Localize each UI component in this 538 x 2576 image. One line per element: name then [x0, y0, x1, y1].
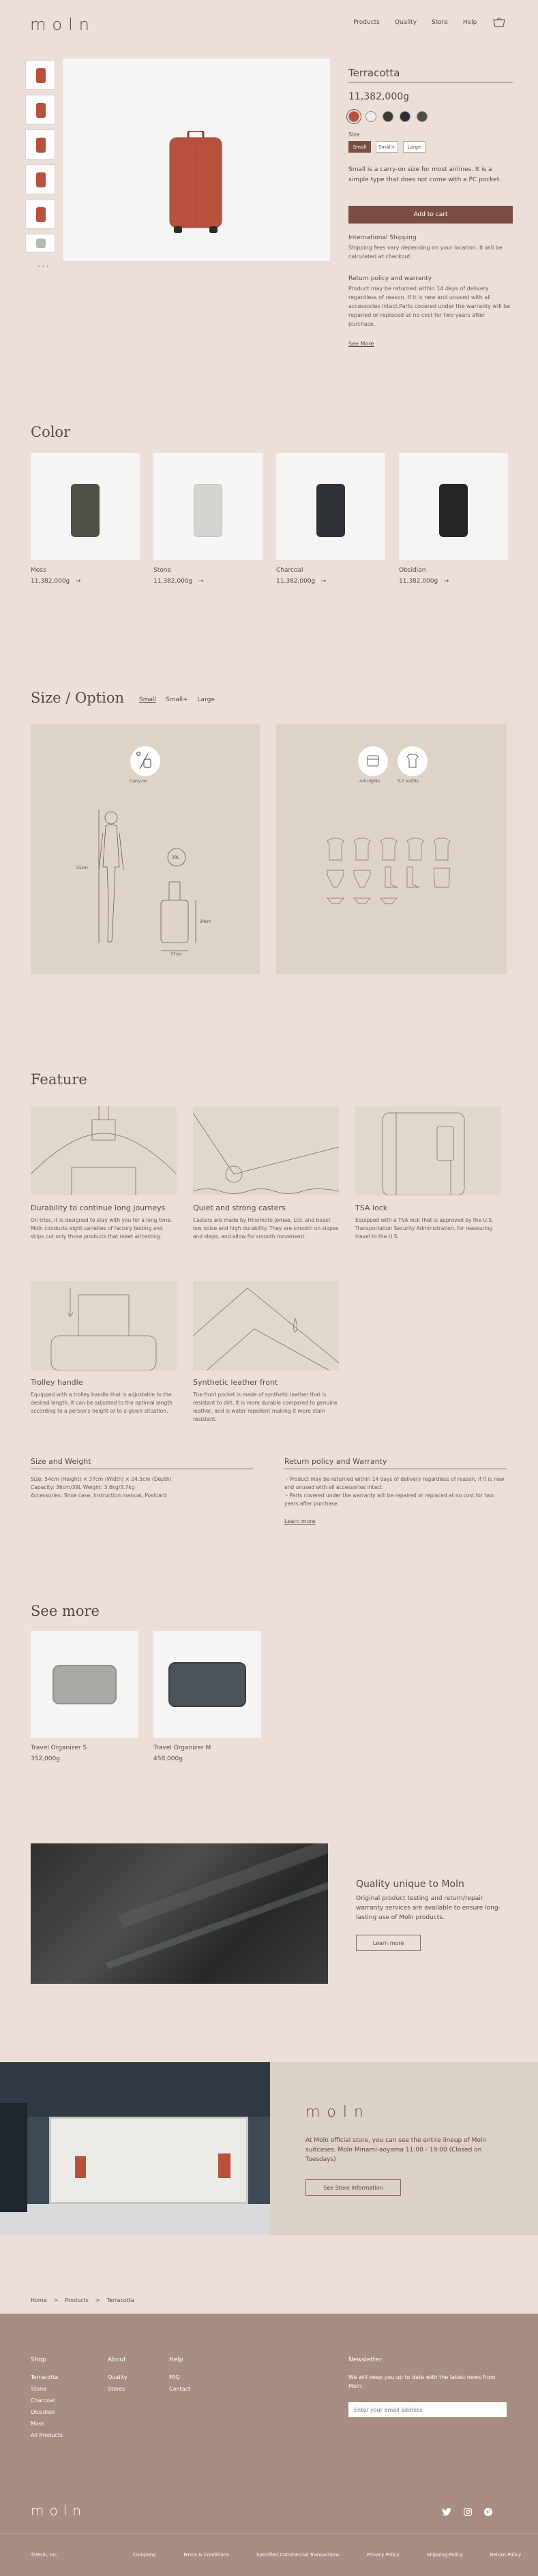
add-to-cart-button[interactable]: Add to cart — [348, 206, 513, 224]
nav-item-help[interactable]: Help — [462, 19, 477, 26]
warranty-text: ・Product may be returned within 14 days of delivery regardless of reason, if it is new and unused with all accessories intact. ・Parts covered under the warranty will be repaired or replaced at no cost for two years after purchase. — [284, 1476, 505, 1507]
footer-col-help — [169, 2357, 190, 2395]
shipping-title: International Shipping — [348, 234, 417, 241]
outfits-label: 5-7 outfits — [398, 779, 419, 784]
carry-on-label: Carry-on — [130, 779, 147, 784]
store-info-button[interactable]: See Store Information — [305, 2179, 401, 2196]
footer-link[interactable]: FAQ — [169, 2374, 180, 2380]
footer-col-about — [108, 2357, 128, 2395]
copyright: ©Moln, Inc. — [31, 2552, 59, 2558]
footer-link[interactable]: All Products — [31, 2432, 63, 2438]
organizer-s-name: Travel Organizer S — [31, 1745, 87, 1751]
feature-text: Equipped with a trolley handle that is adjustable to the desired length. It can be adjusted to the optimal length according to a person's height or to a given situation. — [31, 1392, 173, 1414]
product-price: 11,382,000g — [348, 91, 410, 102]
color-price: 11,382,000g → — [153, 578, 204, 585]
instagram-icon[interactable] — [464, 2508, 472, 2516]
nav-item-quality[interactable]: Quality — [394, 19, 417, 26]
footer-link[interactable]: Stores — [108, 2386, 125, 2392]
pinterest-icon[interactable] — [484, 2508, 492, 2516]
main-nav — [353, 19, 477, 26]
footer-link-commercial[interactable]: Specified Commercial Transactions — [256, 2552, 340, 2558]
learn-more-link[interactable]: Learn more — [284, 1518, 316, 1524]
footer-link-return[interactable]: Return Policy — [490, 2552, 522, 2558]
footer-col-shop — [31, 2357, 63, 2441]
color-swatches — [348, 111, 428, 122]
thumbnail-5[interactable] — [25, 199, 55, 229]
color-image — [31, 453, 140, 560]
tab-small[interactable]: Small — [139, 696, 156, 703]
footer-link[interactable]: Terracotta — [31, 2374, 59, 2380]
organizer-s-price: 352,000g — [31, 1755, 60, 1762]
tab-small-plus[interactable]: Small+ — [166, 696, 188, 703]
footer — [0, 2314, 538, 2576]
breadcrumb — [31, 2297, 134, 2303]
newsletter-text: We will keep you up to date with the latest news from Moln. — [348, 2374, 496, 2389]
thumbnail-6[interactable] — [25, 234, 55, 253]
return-title: Return policy and warranty — [348, 275, 432, 282]
capacity-illustration — [276, 724, 507, 975]
suitcase-image — [168, 131, 223, 234]
footer-link-shipping[interactable]: Shipping Policy — [426, 2552, 463, 2558]
footer-col-title: About — [108, 2357, 126, 2363]
store-text: At Moln official store, you can see the entire lineup of Moln suitcases. Moln Minami-aoyama 11:00 - 19:00 (Closed on Tuesdays) — [305, 2137, 487, 2163]
feature-text: On trips, it is designed to stay with you for a long time. Moln conducts eight varieties of factory testing and ships out only those products that meet all testing. — [31, 1217, 173, 1240]
swatch-charcoal[interactable] — [383, 111, 393, 122]
footer-col-title: Help — [169, 2357, 183, 2363]
color-section-title: Color — [31, 424, 71, 440]
size-tabs — [139, 696, 215, 703]
store-image — [0, 2062, 270, 2235]
quality-banner-image — [31, 1843, 328, 1984]
see-more-link[interactable]: See More — [348, 341, 374, 347]
arrow-icon: → — [320, 578, 327, 585]
color-card-moss[interactable] — [31, 453, 140, 585]
return-text: Product may be returned within 14 days of delivery regardless of reason. If it is new and unused with all accessories intact.Parts covered under the warranty will be repaired or replaced at no cost for two years after purchase. — [348, 286, 511, 327]
footer-legal-links — [133, 2552, 521, 2558]
quality-text: Original product testing and return/repair warranty services are available to ensure long-lasting use of Moln products. — [356, 1895, 500, 1921]
footer-link[interactable]: Charcoal — [31, 2397, 55, 2404]
thumbnail-list — [25, 60, 57, 258]
color-image — [153, 453, 263, 560]
color-card-obsidian[interactable] — [399, 453, 508, 585]
footer-link-privacy[interactable]: Privacy Policy — [367, 2552, 400, 2558]
breadcrumb-home[interactable]: Home — [31, 2297, 47, 2303]
organizer-m-image — [153, 1631, 261, 1738]
feature-image-casters — [193, 1106, 339, 1195]
spec-text: Size: 54cm (Height) × 37cm (Width) × 24.5cm (Depth) Capacity: 36cm/39L Weight: 3.6kg/3.7kg Accessories: Shoe case, Instruction manual, Postcard — [31, 1476, 172, 1499]
nav-item-store[interactable]: Store — [432, 19, 448, 26]
breadcrumb-current: Terracotta — [106, 2297, 134, 2303]
social-links — [442, 2508, 492, 2516]
thumbnail-3[interactable] — [25, 129, 55, 159]
footer-link-company[interactable]: Company — [133, 2552, 156, 2558]
color-card-stone[interactable] — [153, 453, 263, 585]
feature-title: TSA lock — [355, 1203, 388, 1212]
breadcrumb-separator: > — [95, 2297, 100, 2303]
feature-text: Casters are made by Hinomoto Jomae, Ltd. and boast low noise and high durability. They are smooth on slopes and steps, and allow for smooth movement. — [193, 1217, 339, 1240]
shipping-text: Shipping fees vary depending on your location. It will be calculated at checkout. — [348, 245, 503, 260]
thumbnail-4[interactable] — [25, 164, 55, 194]
feature-image-leather — [193, 1281, 339, 1370]
swatch-terracotta[interactable] — [348, 111, 359, 122]
quality-title: Quality unique to Moln — [356, 1879, 464, 1890]
product-description: Small is a carry-on size for most airlines. It is a simple type that does not come with a PC pocket. — [348, 166, 502, 183]
swatch-stone[interactable] — [365, 111, 376, 122]
swatch-obsidian[interactable] — [400, 111, 410, 122]
nav-item-products[interactable]: Products — [353, 19, 380, 26]
feature-image-durability — [31, 1106, 177, 1195]
size-selector — [348, 141, 425, 153]
feature-section-title: Feature — [31, 1071, 87, 1088]
width-dimension: 37cm — [170, 952, 182, 957]
arrow-icon: → — [198, 578, 204, 585]
thumbnail-2[interactable] — [25, 95, 55, 125]
size-section-title: Size / Option — [31, 690, 125, 706]
arrow-icon: → — [443, 578, 449, 585]
size-small-plus-button[interactable]: Small+ — [376, 141, 398, 153]
organizer-s-image — [31, 1631, 138, 1738]
color-name: Stone — [153, 567, 171, 574]
color-name: Obsidian — [399, 567, 426, 574]
breadcrumb-separator: > — [53, 2297, 59, 2303]
footer-logo[interactable]: moln — [31, 2502, 87, 2519]
feature-title: Durability to continue long journeys — [31, 1203, 166, 1212]
newsletter-email-input[interactable] — [348, 2402, 507, 2417]
color-image — [399, 453, 508, 560]
dimensions-illustration — [31, 724, 260, 975]
organizer-m-name: Travel Organizer M — [153, 1745, 211, 1751]
nights-label: 4-6 nights — [359, 779, 380, 784]
color-price: 11,382,000g → — [276, 578, 327, 585]
feature-text: Equipped with a TSA lock that is approved by the U.S. Transportation Security Administration, for reassuring travel to the U.S. — [355, 1217, 494, 1240]
arrow-icon: → — [75, 578, 81, 585]
store-logo: moln — [305, 2104, 370, 2121]
height-dimension: 55cm — [76, 865, 88, 870]
footer-link[interactable]: Stone — [31, 2386, 47, 2392]
color-price: 11,382,000g → — [31, 578, 81, 585]
depth-dimension: 24cm — [200, 919, 211, 924]
spec-title: Size and Weight — [31, 1457, 91, 1466]
size-label: Size — [348, 132, 360, 138]
product-title: Terracotta — [348, 67, 400, 79]
color-card-charcoal[interactable] — [276, 453, 385, 585]
color-image — [276, 453, 385, 560]
newsletter-title: Newsletter — [348, 2357, 382, 2363]
organizer-m-price: 458,000g — [153, 1755, 183, 1762]
thumbnail-1[interactable] — [25, 60, 55, 90]
feature-text: The front pocket is made of synthetic leather that is resistant to dirt. It is more durable compared to genuine leather, and is water repellent making it more stain resistant. — [193, 1392, 338, 1422]
tab-large[interactable]: Large — [197, 696, 215, 703]
cart-icon[interactable] — [492, 16, 506, 28]
see-more-card-organizer-s[interactable] — [31, 1631, 138, 1762]
logo[interactable]: moln — [30, 15, 95, 34]
swatch-moss[interactable] — [417, 111, 428, 122]
footer-col-title: Shop — [31, 2357, 46, 2363]
warranty-title: Return policy and Warranty — [284, 1457, 387, 1466]
footer-link[interactable]: Moss — [31, 2421, 45, 2427]
color-price: 11,382,000g → — [399, 578, 449, 585]
see-more-title: See more — [31, 1603, 100, 1619]
feature-title: Trolley handle — [31, 1378, 83, 1387]
footer-link-terms[interactable]: Terms & Conditions — [183, 2552, 229, 2558]
footer-link[interactable]: Quality — [108, 2374, 128, 2380]
color-name: Charcoal — [276, 567, 303, 574]
feature-title: Synthetic leather front — [193, 1378, 278, 1387]
twitter-icon[interactable] — [442, 2508, 451, 2516]
size-small-button[interactable]: Small — [348, 141, 371, 153]
size-large-button[interactable]: Large — [403, 141, 425, 153]
breadcrumb-products[interactable]: Products — [65, 2297, 89, 2303]
thumbnail-pager[interactable]: • • • — [38, 264, 49, 269]
footer-link[interactable]: Contact — [169, 2386, 191, 2392]
footer-link[interactable]: Obsidian — [31, 2409, 55, 2415]
color-name: Moss — [31, 567, 46, 574]
footer-divider — [0, 2533, 538, 2534]
capacity-dimension: 39L — [172, 855, 179, 860]
feature-image-tsa-lock — [355, 1106, 501, 1195]
feature-title: Quiet and strong casters — [193, 1203, 286, 1212]
feature-image-trolley — [31, 1281, 177, 1370]
quality-learn-more-button[interactable]: Learn more — [356, 1935, 421, 1951]
see-more-card-organizer-m[interactable] — [153, 1631, 261, 1762]
